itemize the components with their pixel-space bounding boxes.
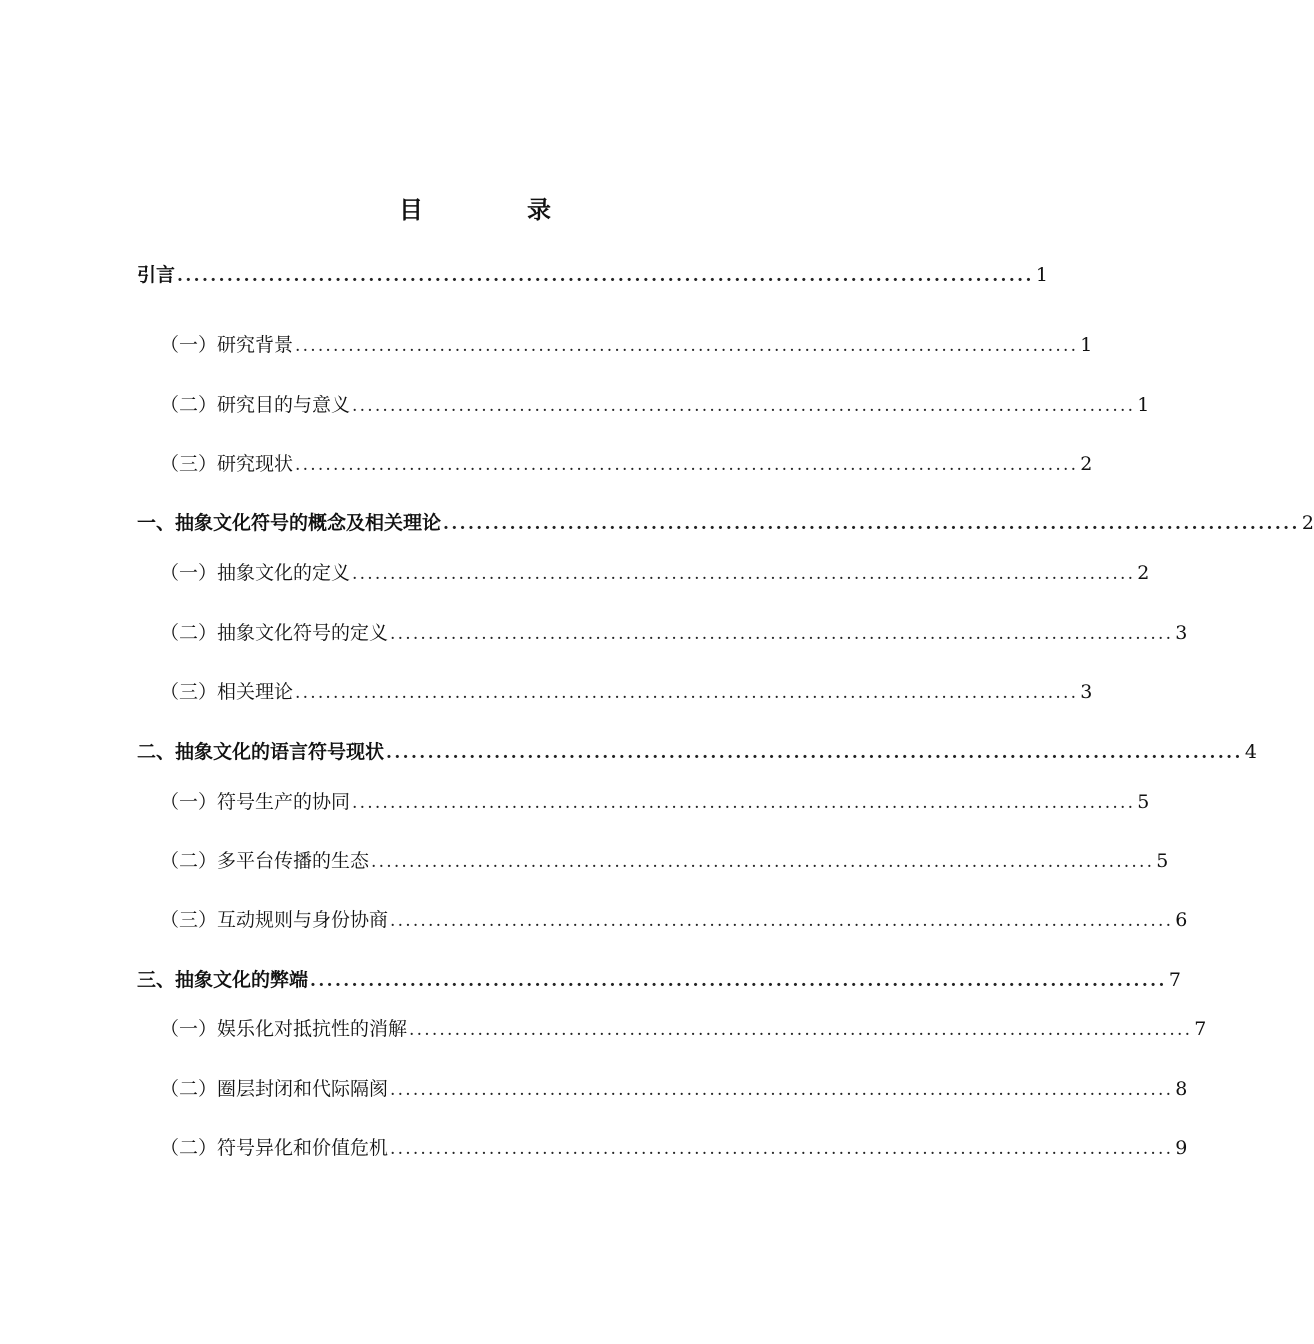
toc-entry-page: 7 [1194, 1018, 1207, 1040]
toc-entry-chapter-3-2[interactable] [160, 1074, 1188, 1104]
toc-entry-chapter-2[interactable] [137, 737, 1257, 767]
dot-leader: ....................................................................................................... [352, 793, 1136, 813]
toc-entry-label: 一、抽象文化符号的概念及相关理论 [137, 512, 442, 534]
dot-leader: ....................................................................................................... [295, 336, 1079, 356]
toc-title-right: 录 [527, 196, 551, 224]
toc-entry-page: 5 [1137, 791, 1150, 813]
toc-entry-chapter-2-3[interactable] [160, 905, 1188, 935]
dot-leader: ....................................................................................................... [352, 396, 1136, 416]
toc-entry-page: 2 [1301, 512, 1314, 534]
toc-entry-label: （三）互动规则与身份协商 [160, 909, 389, 931]
toc-entry-page: 3 [1080, 681, 1093, 703]
dot-leader: ....................................................................................................... [177, 266, 1034, 286]
toc-entry-label: （二）抽象文化符号的定义 [160, 622, 389, 644]
dot-leader: ....................................................................................................... [371, 852, 1155, 872]
dot-leader: ....................................................................................................... [443, 514, 1300, 534]
toc-entry-label: 三、抽象文化的弊端 [137, 969, 309, 991]
dot-leader: ....................................................................................................... [390, 1080, 1174, 1100]
dot-leader: ....................................................................................................... [295, 455, 1079, 475]
dot-leader: ....................................................................................................... [390, 911, 1174, 931]
toc-entry-label: （三）相关理论 [160, 681, 294, 703]
toc-title-left: 目 [399, 196, 423, 224]
toc-entry-chapter-3-1[interactable] [160, 1014, 1207, 1044]
toc-entry-intro-3[interactable] [160, 449, 1093, 479]
toc-entry-label: （一）娱乐化对抵抗性的消解 [160, 1018, 408, 1040]
toc-entry-introduction[interactable] [137, 260, 1048, 290]
toc-entry-chapter-2-2[interactable] [160, 846, 1169, 876]
toc-entry-label: （一）研究背景 [160, 334, 294, 356]
dot-leader: ....................................................................................................... [390, 1139, 1174, 1159]
toc-entry-label: （一）符号生产的协同 [160, 791, 351, 813]
toc-entry-label: （二）圈层封闭和代际隔阂 [160, 1078, 389, 1100]
toc-entry-label: （一）抽象文化的定义 [160, 562, 351, 584]
dot-leader: ....................................................................................................... [409, 1020, 1193, 1040]
toc-entry-page: 9 [1175, 1137, 1188, 1159]
toc-title [0, 192, 950, 228]
toc-entry-page: 1 [1035, 264, 1048, 286]
toc-entry-page: 7 [1168, 969, 1181, 991]
toc-entry-page: 2 [1080, 453, 1093, 475]
toc-entry-label: （三）研究现状 [160, 453, 294, 475]
toc-entry-page: 2 [1137, 562, 1150, 584]
toc-entry-label: （二）符号异化和价值危机 [160, 1137, 389, 1159]
toc-entry-chapter-1-2[interactable] [160, 618, 1188, 648]
toc-entry-page: 1 [1137, 394, 1150, 416]
dot-leader: ....................................................................................................... [295, 683, 1079, 703]
dot-leader: ....................................................................................................... [310, 971, 1167, 991]
toc-entry-chapter-2-1[interactable] [160, 787, 1150, 817]
toc-entry-page: 1 [1080, 334, 1093, 356]
toc-entry-page: 3 [1175, 622, 1188, 644]
toc-entry-page: 5 [1156, 850, 1169, 872]
dot-leader: ....................................................................................................... [386, 743, 1243, 763]
toc-entry-label: 引言 [137, 264, 176, 286]
toc-entry-intro-2[interactable] [160, 390, 1150, 420]
toc-entry-page: 4 [1244, 741, 1257, 763]
toc-entry-page: 8 [1175, 1078, 1188, 1100]
dot-leader: ....................................................................................................... [390, 624, 1174, 644]
toc-entry-intro-1[interactable] [160, 330, 1093, 360]
toc-entry-label: （二）多平台传播的生态 [160, 850, 370, 872]
toc-entry-label: （二）研究目的与意义 [160, 394, 351, 416]
dot-leader: ....................................................................................................... [352, 564, 1136, 584]
toc-entry-page: 6 [1175, 909, 1188, 931]
toc-entry-chapter-1[interactable] [137, 508, 1314, 538]
toc-entry-chapter-3[interactable] [137, 965, 1181, 995]
toc-entry-chapter-3-3[interactable] [160, 1133, 1188, 1163]
toc-entry-chapter-1-1[interactable] [160, 558, 1150, 588]
toc-entry-chapter-1-3[interactable] [160, 677, 1093, 707]
toc-entry-label: 二、抽象文化的语言符号现状 [137, 741, 385, 763]
